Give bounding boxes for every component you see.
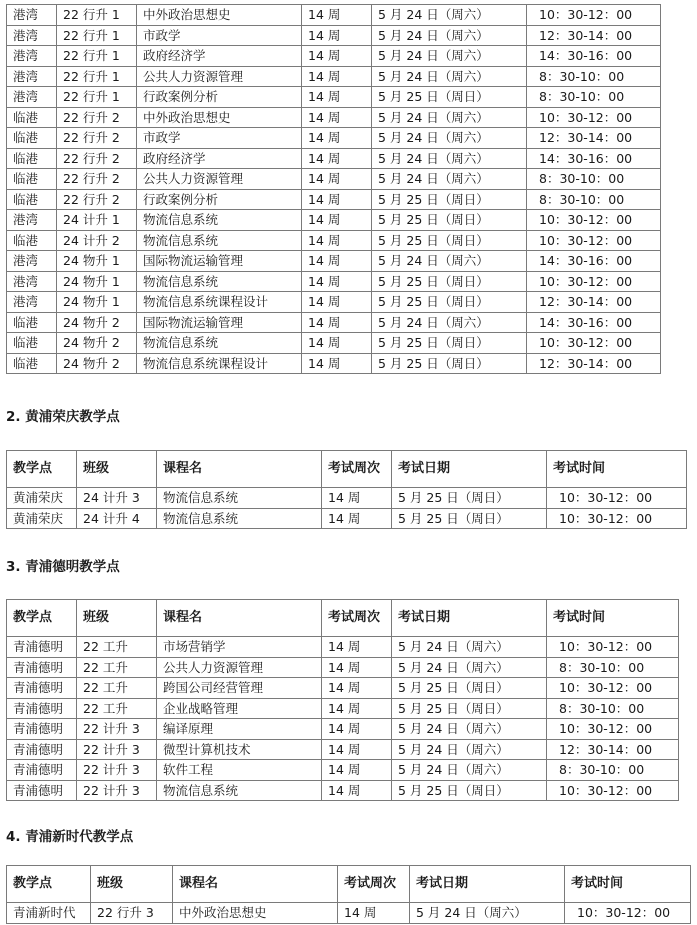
campus-cell: 港湾	[7, 66, 57, 87]
column-header-class: 班级	[77, 451, 157, 488]
table-row	[7, 66, 661, 87]
week-cell: 14 周	[338, 903, 410, 924]
class-cell: 22 行升 2	[57, 107, 137, 128]
time-cell: 12：30-14：00	[527, 353, 661, 374]
course-cell: 公共人力资源管理	[157, 657, 322, 678]
table-row	[7, 87, 661, 108]
exam-table-section-4	[6, 865, 691, 924]
week-cell: 14 周	[302, 251, 372, 272]
time-cell: 8：30-10：00	[527, 189, 661, 210]
course-cell: 企业战略管理	[157, 698, 322, 719]
class-cell: 22 计升 3	[77, 739, 157, 760]
table-row	[7, 271, 661, 292]
table-row	[7, 637, 679, 658]
campus-cell: 青浦德明	[7, 739, 77, 760]
week-cell: 14 周	[302, 66, 372, 87]
column-header-course: 课程名	[157, 600, 322, 637]
class-cell: 22 行升 2	[57, 148, 137, 169]
course-cell: 物流信息系统	[137, 230, 302, 251]
table-row	[7, 46, 661, 67]
column-header-week: 考试周次	[322, 600, 392, 637]
time-cell: 10：30-12：00	[547, 678, 679, 699]
date-cell: 5 月 24 日（周六）	[372, 107, 527, 128]
course-cell: 物流信息系统课程设计	[137, 292, 302, 313]
campus-cell: 青浦德明	[7, 760, 77, 781]
time-cell: 10：30-12：00	[527, 107, 661, 128]
campus-cell: 青浦新时代	[7, 903, 91, 924]
date-cell: 5 月 24 日（周六）	[372, 312, 527, 333]
course-cell: 物流信息系统	[137, 210, 302, 231]
section-heading-qingpu-deming: 3. 青浦德明教学点	[6, 559, 120, 575]
course-cell: 公共人力资源管理	[137, 66, 302, 87]
campus-cell: 青浦德明	[7, 698, 77, 719]
table-row	[7, 107, 661, 128]
time-cell: 8：30-10：00	[547, 698, 679, 719]
date-cell: 5 月 25 日（周日）	[392, 698, 547, 719]
week-cell: 14 周	[322, 780, 392, 801]
class-cell: 22 工升	[77, 698, 157, 719]
date-cell: 5 月 25 日（周日）	[372, 210, 527, 231]
time-cell: 10：30-12：00	[547, 780, 679, 801]
week-cell: 14 周	[322, 508, 392, 529]
time-cell: 10：30-12：00	[547, 488, 687, 509]
table-row	[7, 678, 679, 699]
exam-table-body	[7, 488, 687, 529]
week-cell: 14 周	[322, 719, 392, 740]
course-cell: 国际物流运输管理	[137, 312, 302, 333]
time-cell: 14：30-16：00	[527, 46, 661, 67]
course-cell: 编译原理	[157, 719, 322, 740]
class-cell: 24 物升 1	[57, 271, 137, 292]
header-row	[7, 600, 679, 637]
date-cell: 5 月 24 日（周六）	[372, 5, 527, 26]
week-cell: 14 周	[322, 657, 392, 678]
class-cell: 24 物升 2	[57, 333, 137, 354]
time-cell: 10：30-12：00	[527, 333, 661, 354]
table-row	[7, 698, 679, 719]
week-cell: 14 周	[322, 760, 392, 781]
week-cell: 14 周	[302, 353, 372, 374]
date-cell: 5 月 25 日（周日）	[392, 508, 547, 529]
campus-cell: 港湾	[7, 292, 57, 313]
course-cell: 跨国公司经营管理	[157, 678, 322, 699]
week-cell: 14 周	[302, 107, 372, 128]
exam-table-section-1	[6, 4, 661, 374]
time-cell: 10：30-12：00	[527, 210, 661, 231]
course-cell: 物流信息系统课程设计	[137, 353, 302, 374]
time-cell: 12：30-14：00	[547, 739, 679, 760]
table-row	[7, 25, 661, 46]
campus-cell: 临港	[7, 312, 57, 333]
class-cell: 22 工升	[77, 678, 157, 699]
exam-table-header	[7, 451, 687, 488]
course-cell: 软件工程	[157, 760, 322, 781]
week-cell: 14 周	[302, 128, 372, 149]
time-cell: 12：30-14：00	[527, 25, 661, 46]
date-cell: 5 月 24 日（周六）	[392, 760, 547, 781]
date-cell: 5 月 24 日（周六）	[372, 128, 527, 149]
table-row	[7, 488, 687, 509]
course-cell: 物流信息系统	[137, 271, 302, 292]
date-cell: 5 月 25 日（周日）	[392, 780, 547, 801]
week-cell: 14 周	[302, 230, 372, 251]
campus-cell: 港湾	[7, 25, 57, 46]
date-cell: 5 月 25 日（周日）	[392, 488, 547, 509]
class-cell: 24 计升 3	[77, 488, 157, 509]
table-row	[7, 903, 691, 924]
week-cell: 14 周	[302, 87, 372, 108]
table-row	[7, 760, 679, 781]
campus-cell: 临港	[7, 189, 57, 210]
class-cell: 24 计升 2	[57, 230, 137, 251]
date-cell: 5 月 24 日（周六）	[392, 637, 547, 658]
campus-cell: 临港	[7, 107, 57, 128]
course-cell: 物流信息系统	[157, 780, 322, 801]
date-cell: 5 月 25 日（周日）	[372, 353, 527, 374]
exam-table-body	[7, 637, 679, 801]
time-cell: 12：30-14：00	[527, 292, 661, 313]
week-cell: 14 周	[302, 333, 372, 354]
week-cell: 14 周	[322, 678, 392, 699]
week-cell: 14 周	[322, 488, 392, 509]
week-cell: 14 周	[302, 189, 372, 210]
section-heading-huangpu-rongqing: 2. 黄浦荣庆教学点	[6, 409, 120, 425]
exam-table-section-2	[6, 450, 687, 529]
column-header-date: 考试日期	[392, 600, 547, 637]
table-row	[7, 189, 661, 210]
course-cell: 市政学	[137, 128, 302, 149]
class-cell: 22 工升	[77, 637, 157, 658]
campus-cell: 黄浦荣庆	[7, 508, 77, 529]
column-header-course: 课程名	[173, 866, 338, 903]
course-cell: 行政案例分析	[137, 87, 302, 108]
week-cell: 14 周	[322, 637, 392, 658]
table-row	[7, 230, 661, 251]
class-cell: 22 行升 2	[57, 169, 137, 190]
date-cell: 5 月 25 日（周日）	[372, 292, 527, 313]
campus-cell: 港湾	[7, 251, 57, 272]
week-cell: 14 周	[322, 739, 392, 760]
course-cell: 微型计算机技术	[157, 739, 322, 760]
time-cell: 14：30-16：00	[527, 148, 661, 169]
course-cell: 市政学	[137, 25, 302, 46]
campus-cell: 临港	[7, 169, 57, 190]
course-cell: 政府经济学	[137, 46, 302, 67]
time-cell: 10：30-12：00	[547, 719, 679, 740]
header-row	[7, 866, 691, 903]
time-cell: 8：30-10：00	[527, 66, 661, 87]
column-header-course: 课程名	[157, 451, 322, 488]
date-cell: 5 月 24 日（周六）	[392, 739, 547, 760]
campus-cell: 黄浦荣庆	[7, 488, 77, 509]
table-row	[7, 508, 687, 529]
week-cell: 14 周	[302, 169, 372, 190]
date-cell: 5 月 25 日（周日）	[372, 87, 527, 108]
week-cell: 14 周	[302, 148, 372, 169]
class-cell: 24 计升 4	[77, 508, 157, 529]
week-cell: 14 周	[302, 271, 372, 292]
date-cell: 5 月 25 日（周日）	[372, 333, 527, 354]
week-cell: 14 周	[302, 312, 372, 333]
time-cell: 10：30-12：00	[527, 5, 661, 26]
campus-cell: 青浦德明	[7, 637, 77, 658]
table-row	[7, 333, 661, 354]
course-cell: 中外政治思想史	[137, 5, 302, 26]
course-cell: 公共人力资源管理	[137, 169, 302, 190]
table-row	[7, 148, 661, 169]
campus-cell: 港湾	[7, 271, 57, 292]
time-cell: 8：30-10：00	[547, 760, 679, 781]
column-header-class: 班级	[77, 600, 157, 637]
campus-cell: 青浦德明	[7, 780, 77, 801]
course-cell: 市场营销学	[157, 637, 322, 658]
column-header-time: 考试时间	[547, 600, 679, 637]
class-cell: 24 物升 2	[57, 312, 137, 333]
course-cell: 物流信息系统	[157, 508, 322, 529]
course-cell: 行政案例分析	[137, 189, 302, 210]
time-cell: 10：30-12：00	[565, 903, 691, 924]
class-cell: 22 行升 1	[57, 5, 137, 26]
time-cell: 10：30-12：00	[527, 271, 661, 292]
campus-cell: 青浦德明	[7, 678, 77, 699]
class-cell: 22 行升 1	[57, 46, 137, 67]
column-header-date: 考试日期	[392, 451, 547, 488]
date-cell: 5 月 24 日（周六）	[372, 46, 527, 67]
date-cell: 5 月 25 日（周日）	[392, 678, 547, 699]
week-cell: 14 周	[302, 25, 372, 46]
table-row	[7, 251, 661, 272]
date-cell: 5 月 24 日（周六）	[392, 719, 547, 740]
class-cell: 22 工升	[77, 657, 157, 678]
section-heading-qingpu-xinshidai: 4. 青浦新时代教学点	[6, 829, 134, 845]
exam-table-header	[7, 600, 679, 637]
class-cell: 24 计升 1	[57, 210, 137, 231]
time-cell: 14：30-16：00	[527, 251, 661, 272]
date-cell: 5 月 24 日（周六）	[372, 169, 527, 190]
date-cell: 5 月 25 日（周日）	[372, 230, 527, 251]
exam-table-body	[7, 5, 661, 374]
table-row	[7, 210, 661, 231]
week-cell: 14 周	[302, 46, 372, 67]
class-cell: 24 物升 1	[57, 251, 137, 272]
class-cell: 22 计升 3	[77, 719, 157, 740]
date-cell: 5 月 24 日（周六）	[392, 657, 547, 678]
time-cell: 8：30-10：00	[527, 87, 661, 108]
table-row	[7, 128, 661, 149]
column-header-campus: 教学点	[7, 600, 77, 637]
table-row	[7, 780, 679, 801]
class-cell: 22 行升 2	[57, 189, 137, 210]
course-cell: 国际物流运输管理	[137, 251, 302, 272]
campus-cell: 青浦德明	[7, 719, 77, 740]
campus-cell: 青浦德明	[7, 657, 77, 678]
table-row	[7, 292, 661, 313]
class-cell: 22 计升 3	[77, 780, 157, 801]
class-cell: 24 物升 2	[57, 353, 137, 374]
date-cell: 5 月 24 日（周六）	[410, 903, 565, 924]
column-header-campus: 教学点	[7, 866, 91, 903]
week-cell: 14 周	[302, 210, 372, 231]
course-cell: 物流信息系统	[137, 333, 302, 354]
course-cell: 政府经济学	[137, 148, 302, 169]
course-cell: 物流信息系统	[157, 488, 322, 509]
class-cell: 24 物升 1	[57, 292, 137, 313]
time-cell: 14：30-16：00	[527, 312, 661, 333]
table-row	[7, 719, 679, 740]
date-cell: 5 月 25 日（周日）	[372, 189, 527, 210]
campus-cell: 港湾	[7, 5, 57, 26]
table-row	[7, 169, 661, 190]
class-cell: 22 计升 3	[77, 760, 157, 781]
column-header-date: 考试日期	[410, 866, 565, 903]
campus-cell: 港湾	[7, 210, 57, 231]
column-header-campus: 教学点	[7, 451, 77, 488]
time-cell: 10：30-12：00	[527, 230, 661, 251]
campus-cell: 临港	[7, 128, 57, 149]
week-cell: 14 周	[302, 5, 372, 26]
time-cell: 8：30-10：00	[527, 169, 661, 190]
date-cell: 5 月 24 日（周六）	[372, 66, 527, 87]
table-row	[7, 312, 661, 333]
column-header-class: 班级	[91, 866, 173, 903]
time-cell: 8：30-10：00	[547, 657, 679, 678]
column-header-time: 考试时间	[565, 866, 691, 903]
table-row	[7, 353, 661, 374]
course-cell: 中外政治思想史	[137, 107, 302, 128]
campus-cell: 临港	[7, 230, 57, 251]
date-cell: 5 月 24 日（周六）	[372, 251, 527, 272]
class-cell: 22 行升 1	[57, 66, 137, 87]
time-cell: 10：30-12：00	[547, 637, 679, 658]
exam-table-section-3	[6, 599, 679, 801]
week-cell: 14 周	[302, 292, 372, 313]
column-header-week: 考试周次	[338, 866, 410, 903]
campus-cell: 临港	[7, 333, 57, 354]
time-cell: 10：30-12：00	[547, 508, 687, 529]
date-cell: 5 月 25 日（周日）	[372, 271, 527, 292]
campus-cell: 港湾	[7, 87, 57, 108]
campus-cell: 临港	[7, 353, 57, 374]
time-cell: 12：30-14：00	[527, 128, 661, 149]
header-row	[7, 451, 687, 488]
campus-cell: 港湾	[7, 46, 57, 67]
table-row	[7, 739, 679, 760]
course-cell: 中外政治思想史	[173, 903, 338, 924]
column-header-week: 考试周次	[322, 451, 392, 488]
exam-table-body	[7, 903, 691, 924]
column-header-time: 考试时间	[547, 451, 687, 488]
table-row	[7, 657, 679, 678]
exam-table-header	[7, 866, 691, 903]
date-cell: 5 月 24 日（周六）	[372, 25, 527, 46]
campus-cell: 临港	[7, 148, 57, 169]
week-cell: 14 周	[322, 698, 392, 719]
class-cell: 22 行升 1	[57, 87, 137, 108]
class-cell: 22 行升 3	[91, 903, 173, 924]
table-row	[7, 5, 661, 26]
date-cell: 5 月 24 日（周六）	[372, 148, 527, 169]
class-cell: 22 行升 2	[57, 128, 137, 149]
class-cell: 22 行升 1	[57, 25, 137, 46]
